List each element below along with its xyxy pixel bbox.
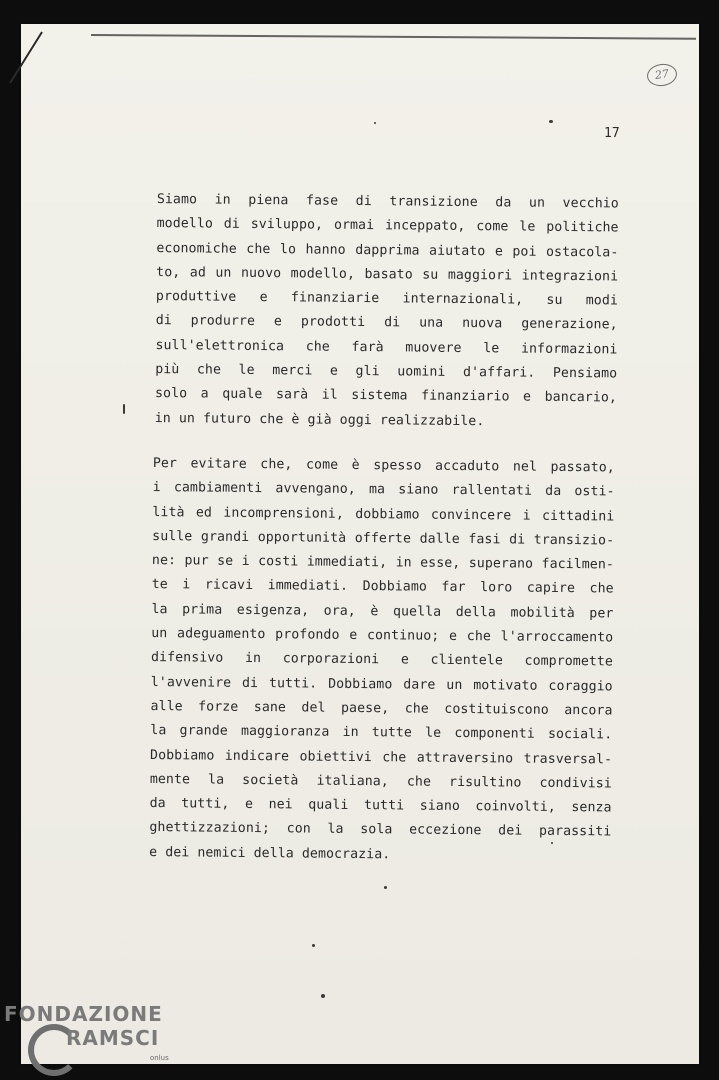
text-line: produttive e finanziarie internazionali, su modi	[155, 289, 619, 309]
text-line: sulle grandi opportunità offerte dalle fasi di transizio-	[152, 528, 615, 549]
fold-edge-line	[91, 34, 696, 40]
text-line: Per evitare che, come è spesso accaduto nel passato,	[152, 455, 615, 476]
page-number: 17	[604, 126, 620, 141]
ink-speck	[549, 120, 553, 123]
text-line: e dei nemici della democrazia.	[149, 844, 391, 863]
text-line: ne: pur se i costi immediati, in esse, superano facilmen-	[151, 553, 615, 573]
ink-speck	[551, 842, 553, 844]
text-line: te i ricavi immediati. Dobbiamo far loro capire che	[151, 577, 614, 597]
text-line: Siamo in piena fase di transizione da un vecchio	[156, 191, 619, 212]
text-line: in un futuro che è già oggi realizzabile.	[154, 410, 485, 429]
watermark-line2: RAMSCI	[66, 1026, 160, 1050]
text-line: lità ed incomprensioni, dobbiamo convincere i cittadini	[152, 504, 615, 525]
watermark-line1: FONDAZIONE	[4, 1002, 163, 1026]
text-line: i cambiamenti avvengano, ma siano rallentati da osti-	[152, 480, 615, 500]
paragraph-2	[149, 452, 615, 869]
text-line: ghettizzazioni; con la sola eccezione dei parassiti	[149, 820, 612, 840]
text-line: modello di sviluppo, ormai inceppato, come le politiche	[156, 216, 619, 236]
text-line: solo a quale sarà il sistema finanziario e bancario,	[154, 386, 618, 406]
ink-speck	[384, 886, 387, 889]
paper-sheet	[21, 24, 699, 1064]
text-line: economiche che lo hanno dapprima aiutato e poi ostacola-	[156, 240, 619, 261]
text-line: alle forze sane del paese, che costituiscono ancora	[150, 698, 613, 719]
ink-speck	[321, 994, 325, 998]
text-line: sull'elettronica che farà muovere le informazioni	[155, 337, 618, 358]
text-line: l'avvenire di tutti. Dobbiamo dare un motivato coraggio	[150, 674, 613, 695]
text-line: Dobbiamo indicare obiettivi che attraversino trasversal-	[150, 747, 613, 767]
text-line: di produrre e prodotti di una nuova generazione,	[155, 313, 618, 333]
text-line: da tutti, e nei quali tutti siano coinvolti, senza	[149, 796, 612, 816]
paragraph-1	[155, 188, 619, 435]
text-line: un adeguamento profondo e continuo; e che l'arroccamento	[151, 626, 614, 646]
ink-speck	[312, 944, 315, 947]
fondazione-gramsci-watermark	[4, 1002, 204, 1080]
text-line: la prima esigenza, ora, è quella della mobilità per	[151, 601, 614, 622]
text-line: più che le merci e gli uomini d'affari. Pensiamo	[155, 362, 618, 382]
ink-speck	[123, 404, 125, 414]
archive-stamp: 27	[646, 62, 679, 88]
text-line: difensivo in corporazioni e clientele compromette	[150, 650, 614, 670]
ink-speck	[374, 122, 376, 124]
text-line: mente la società italiana, che risultino condivisi	[149, 771, 612, 792]
text-line: la grande maggioranza in tutte le componenti sociali.	[150, 723, 613, 743]
watermark-small: onlus	[150, 1054, 169, 1062]
corner-pen-mark	[9, 31, 42, 83]
text-line: to, ad un nuovo modello, basato su maggiori integrazioni	[156, 264, 619, 285]
